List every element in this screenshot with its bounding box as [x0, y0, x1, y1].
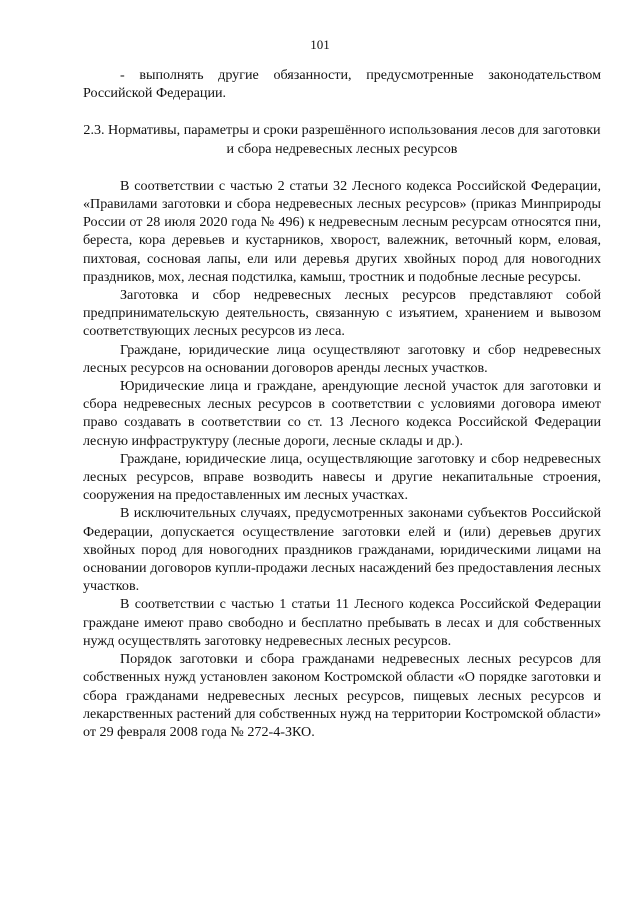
page-number: 101 [310, 37, 330, 52]
body-paragraph: Граждане, юридические лица осуществляют заготовку и сбор недревесных лесных ресурсов на основании договоров аренды лесных участков. [83, 341, 601, 376]
body-paragraph: Юридические лица и граждане, арендующие лесной участок для заготовки и сбора недревесных лесных ресурсов в соответствии с условиями договора имеют право создавать в соответствии со ст. 13 Лесного кодекса Российской Федерации лесную инфраструктуру (лесные дороги, лесные склады и др.). [83, 378, 601, 449]
body-paragraph: Порядок заготовки и сбора гражданами недревесных лесных ресурсов для собственных нужд установлен законом Костромской области «О порядке заготовки и сбора гражданами недревесных лесных ресурсов, пищевых лесных ресурсов и лекарственных растений для собственных нужд на территории Костромской области» от 29 февраля 2008 года № 272-4-ЗКО. [83, 651, 601, 740]
body-paragraph: Граждане, юридические лица, осуществляющие заготовку и сбор недревесных лесных ресурсов, вправе возводить навесы и другие некапитальные строения, сооружения на предоставленных им лесных участках. [83, 450, 601, 504]
body-paragraph: Заготовка и сбор недревесных лесных ресурсов представляют собой предпринимательскую деятельность, связанную с изъятием, хранением и вывозом соответствующих лесных ресурсов из леса. [83, 287, 601, 340]
body-paragraph: В соответствии с частью 1 статьи 11 Лесного кодекса Российской Федерации граждане имеют право свободно и бесплатно пребывать в лесах и для собственных нужд осуществлять заготовку недревесных лесных ресурсов. [83, 596, 601, 649]
document-body [83, 66, 601, 741]
section-heading: 2.3. Нормативы, параметры и сроки разрешённого использования лесов для заготовки и сбора недревесных лесных ресурсов [83, 122, 601, 157]
body-paragraph: В соответствии с частью 2 статьи 32 Лесного кодекса Российской Федерации, «Правилами заготовки и сбора недревесных лесных ресурсов» (приказ Минприроды России от 28 июля 2020 года № 496) к недревесным лесным ресурсам относятся пни, береста, кора деревьев и кустарников, хворост, валежник, веточный корм, еловая, пихтовая, сосновая лапы, ели или деревья других хвойных пород для новогодних праздников, мох, лесная подстилка, камыш, тростник и подобные лесные ресурсы. [83, 177, 601, 285]
body-paragraph: В исключительных случаях, предусмотренных законами субъектов Российской Федерации, допускается осуществление заготовки елей и (или) деревьев других хвойных пород для новогодних праздников гражданами, юридическими лицами на основании договоров купли-продажи лесных насаждений без предоставления лесных участков. [83, 505, 601, 595]
intro-paragraph: - выполнять другие обязанности, предусмотренные законодательством Российской Федерации. [83, 67, 601, 102]
